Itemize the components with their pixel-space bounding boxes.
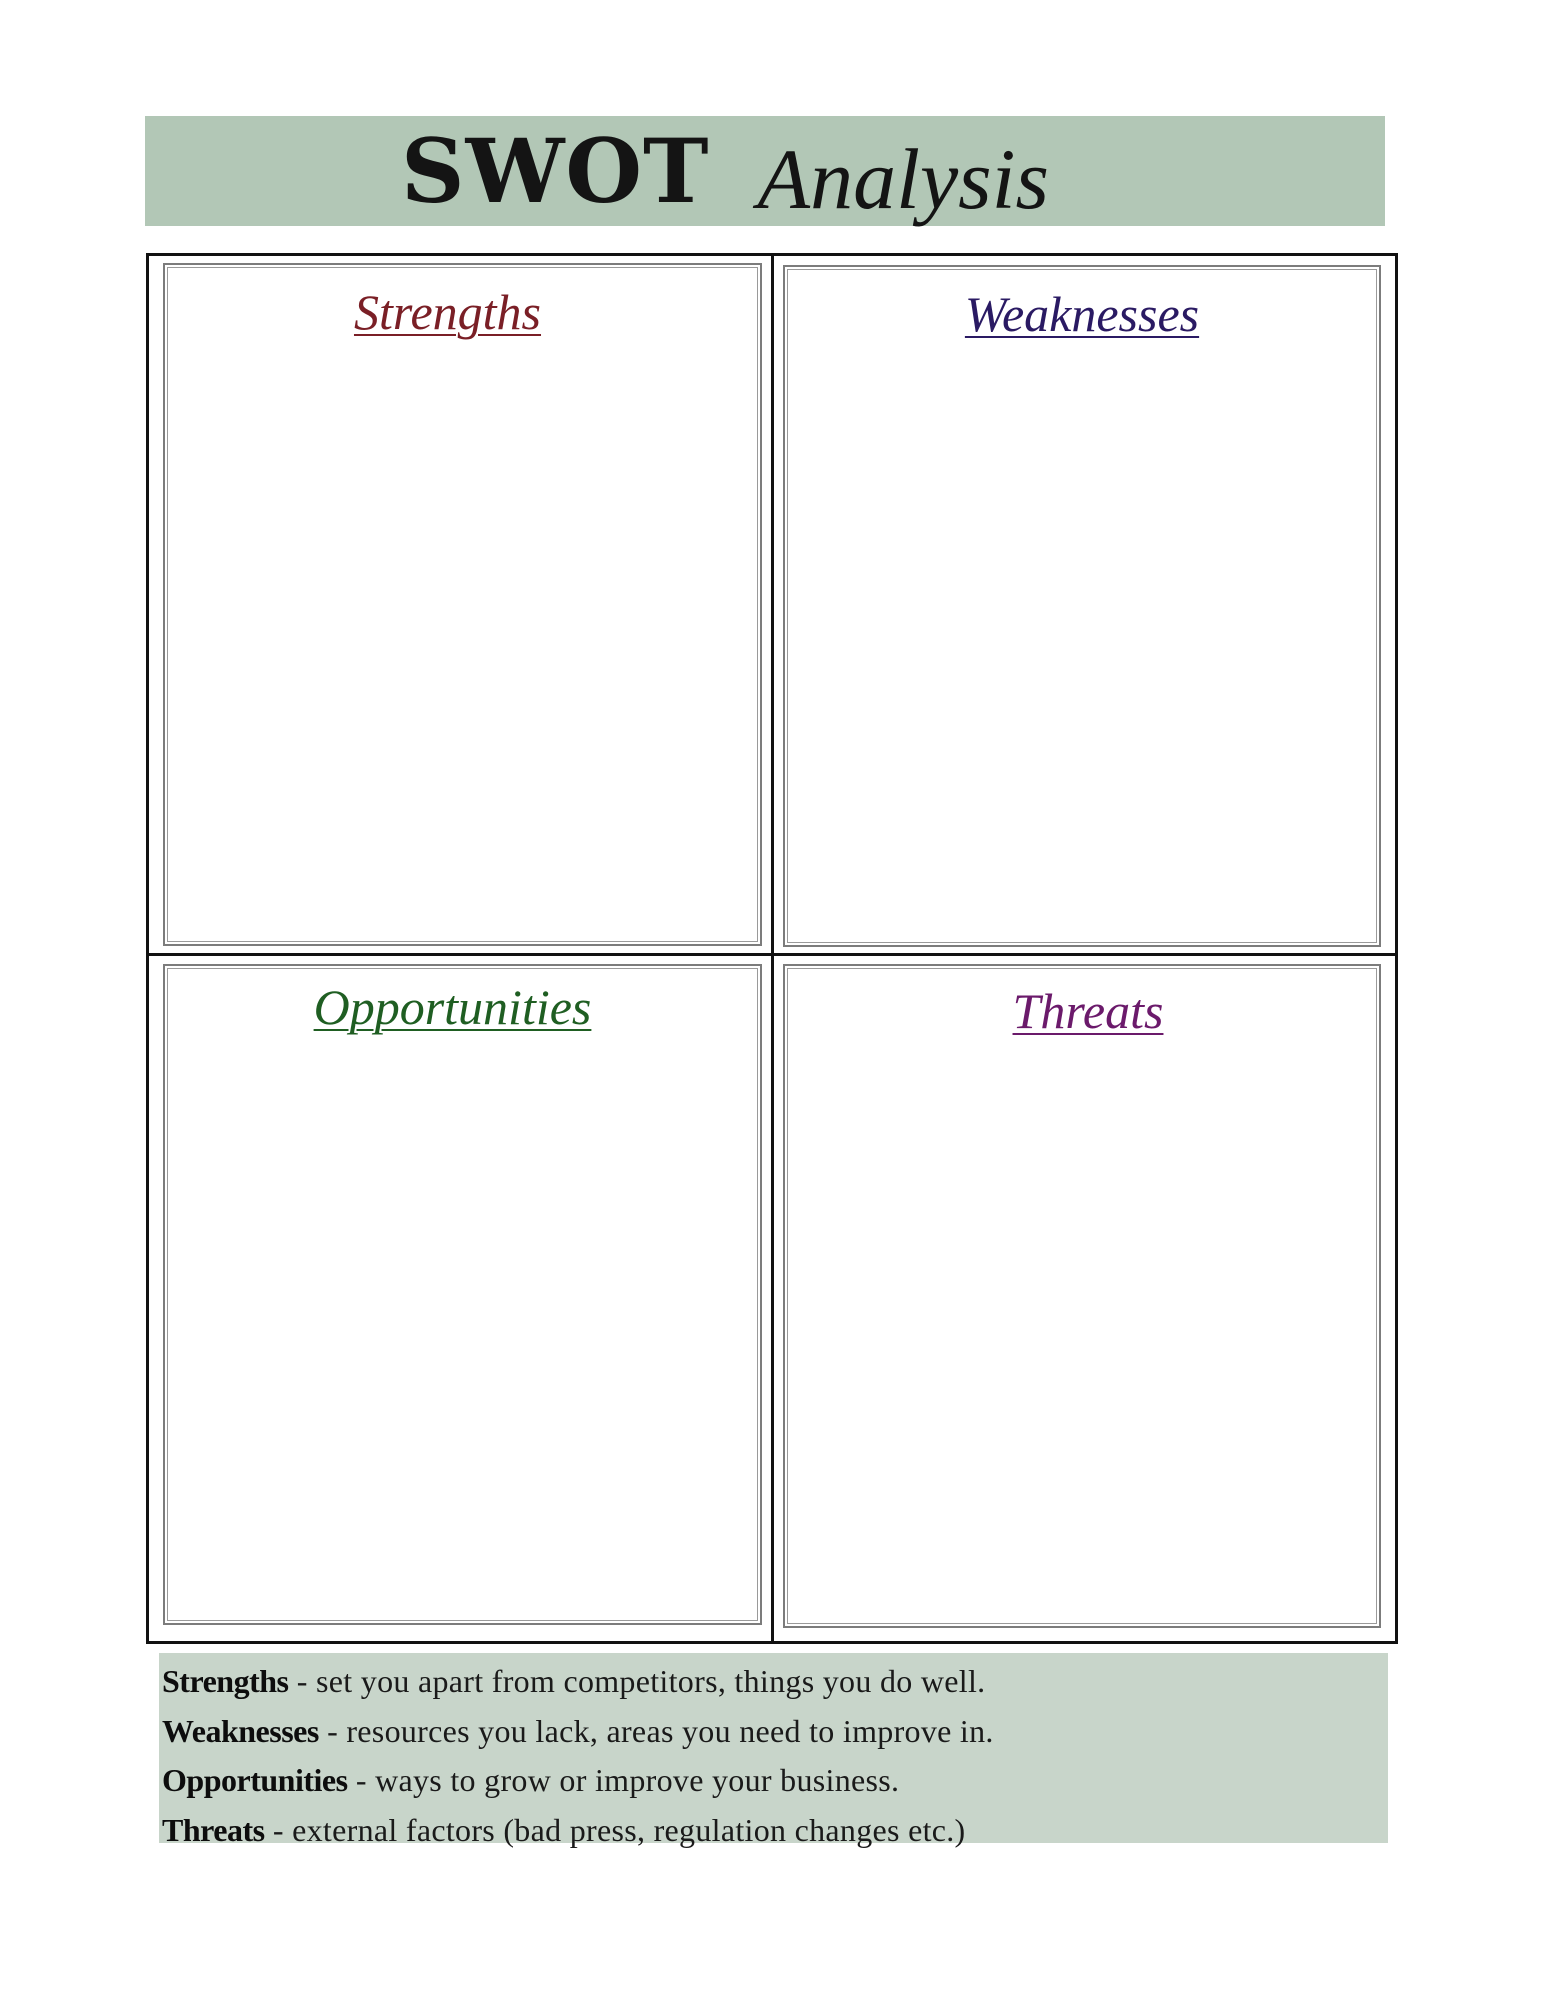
legend-term: Opportunities xyxy=(162,1762,348,1798)
legend-description: - resources you lack, areas you need to improve in. xyxy=(318,1712,994,1749)
legend-term: Weaknesses xyxy=(162,1712,319,1749)
threats-box[interactable] xyxy=(783,964,1381,1628)
legend-term: Threats xyxy=(162,1811,265,1848)
legend-item-strengths xyxy=(162,1657,1388,1707)
grid-vertical-divider xyxy=(771,256,774,1642)
definitions-legend xyxy=(159,1653,1388,1848)
strengths-heading: Strengths xyxy=(353,284,542,340)
legend-description: - set you apart from competitors, things you do well. xyxy=(288,1663,986,1699)
title-sub: Analysis xyxy=(757,131,1049,227)
legend-item-threats xyxy=(162,1806,1388,1856)
weaknesses-box[interactable] xyxy=(783,265,1381,947)
legend-description: - ways to grow or improve your business. xyxy=(347,1762,900,1798)
strengths-box[interactable] xyxy=(163,263,762,946)
page-title xyxy=(145,116,1385,226)
legend-item-opportunities xyxy=(162,1756,1388,1806)
legend-description: - external factors (bad press, regulation changes etc.) xyxy=(264,1811,966,1848)
weaknesses-heading: Weaknesses xyxy=(964,286,1200,342)
title-main: SWOT xyxy=(401,119,710,223)
legend-term: Strengths xyxy=(162,1663,289,1699)
opportunities-box[interactable] xyxy=(163,964,762,1625)
opportunities-heading: Opportunities xyxy=(313,979,592,1035)
grid-horizontal-divider xyxy=(149,953,1395,956)
legend-item-weaknesses xyxy=(162,1707,1388,1757)
title-banner xyxy=(145,116,1385,226)
threats-heading: Threats xyxy=(1012,983,1164,1039)
